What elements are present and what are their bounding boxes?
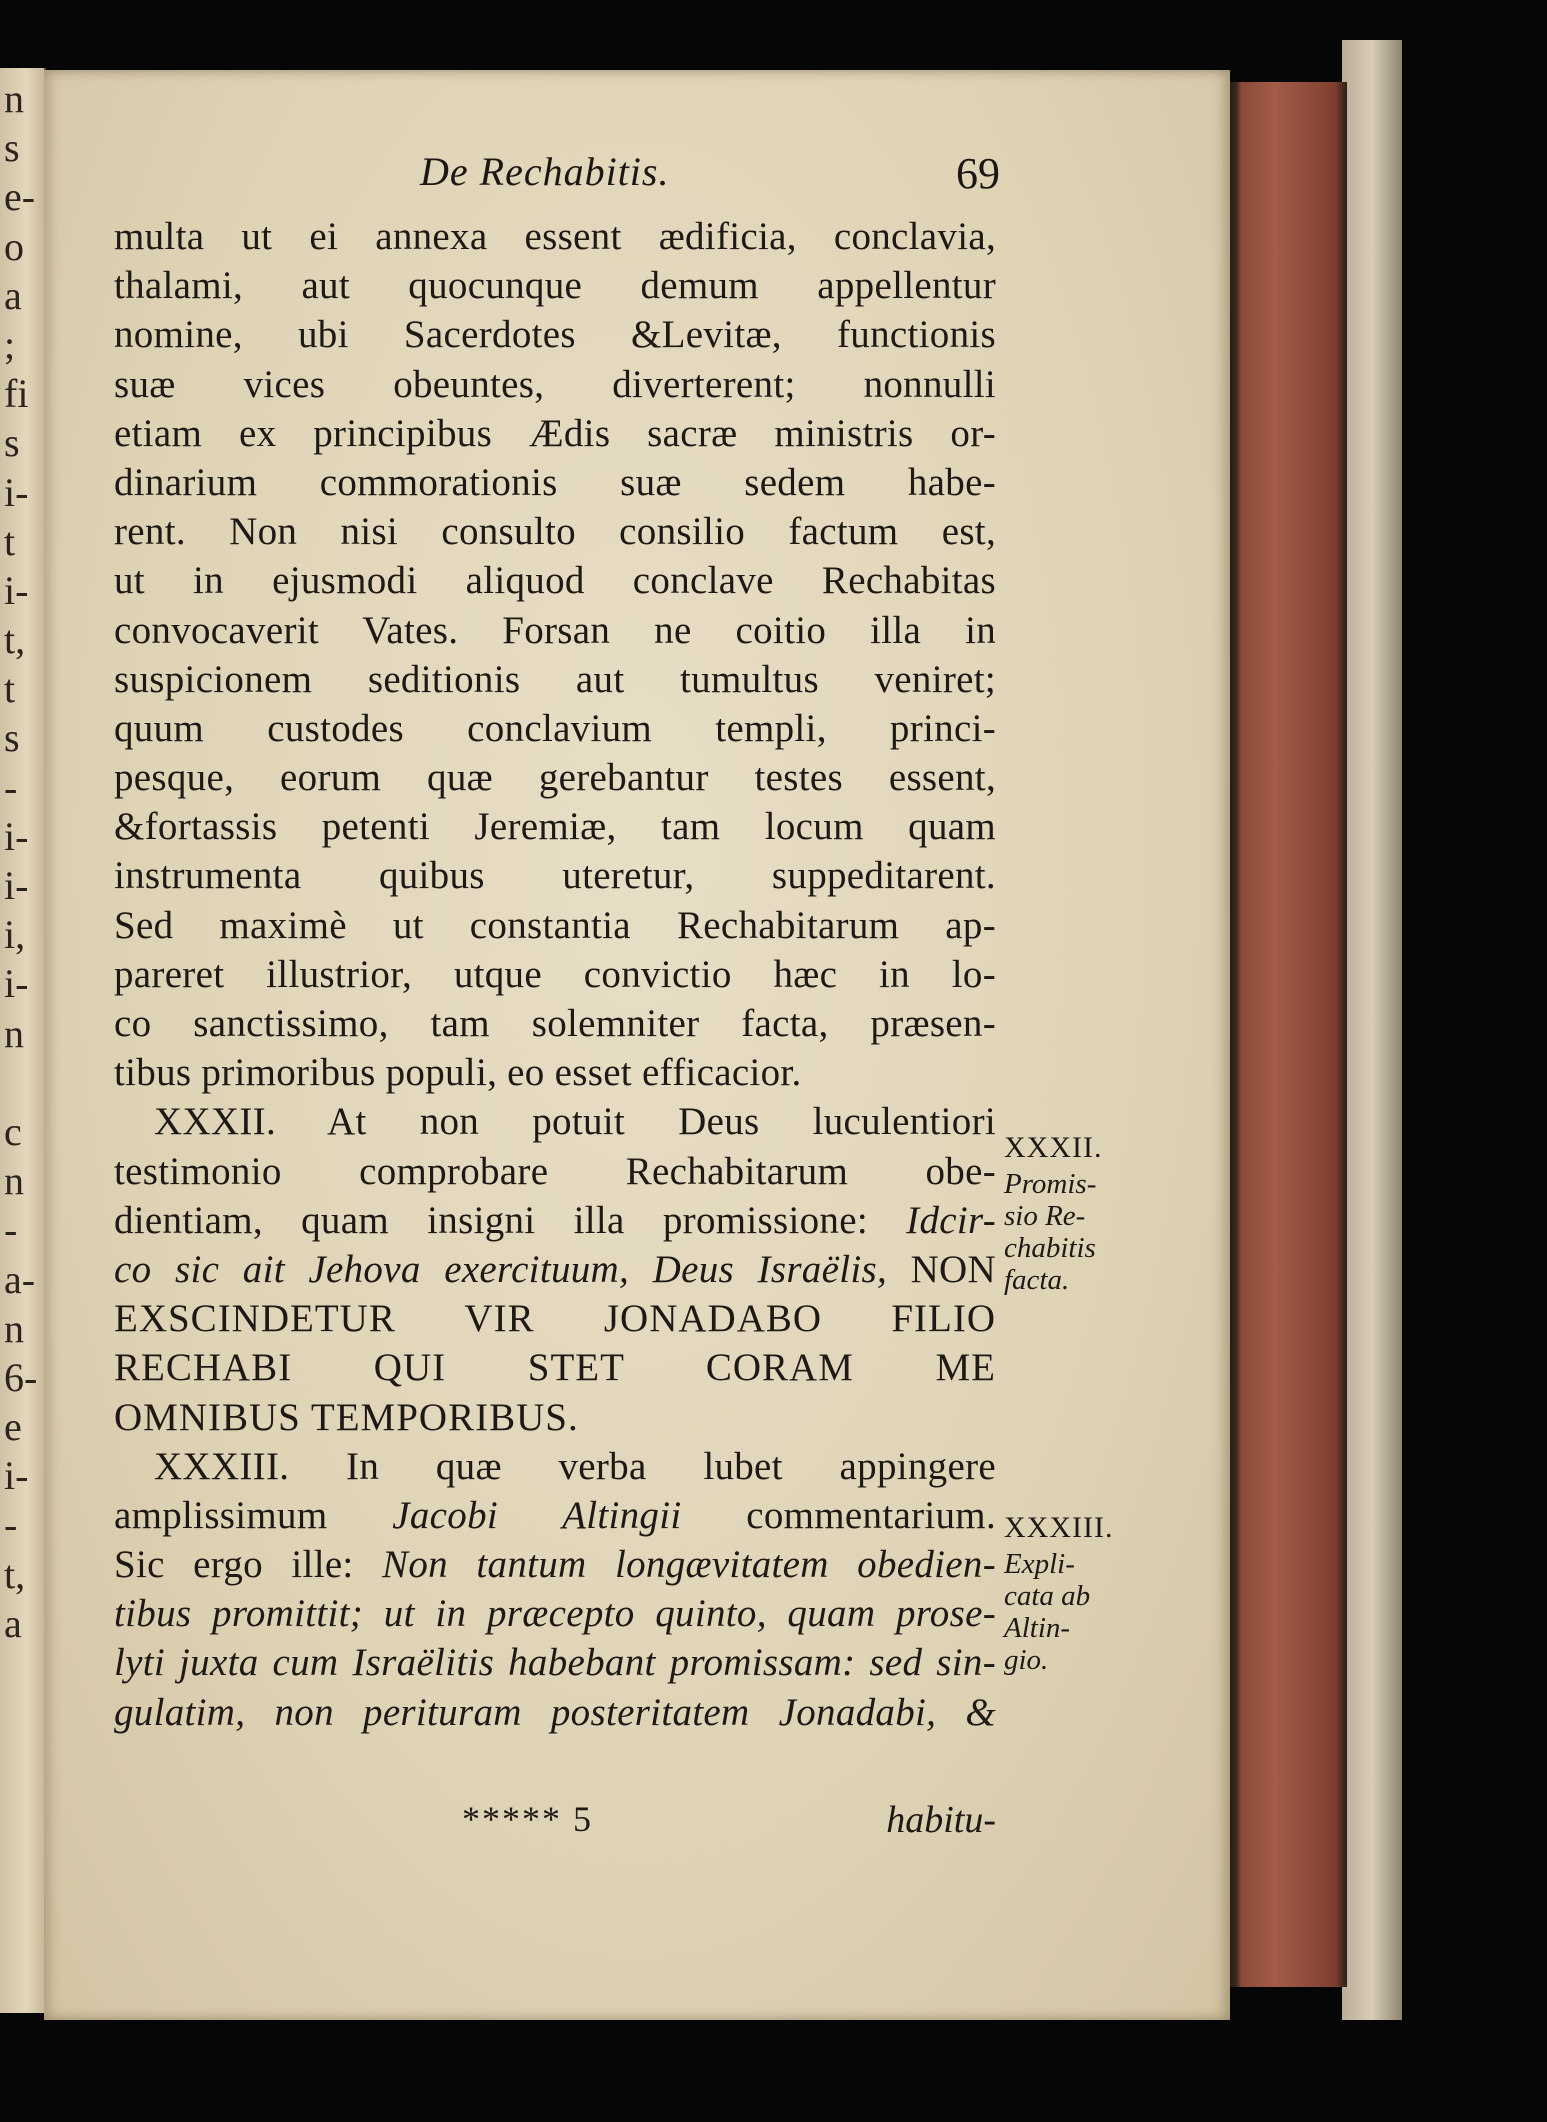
facing-line-end: i-	[4, 961, 29, 1007]
text-line: etiam ex principibus Ædis sacræ ministris or-	[114, 411, 996, 455]
text-line: thalami, aut quocunque demum appellentur	[114, 264, 996, 308]
text-line-caps: OMNIBUS TEMPORIBUS.	[114, 1395, 579, 1439]
text-line-caps: RECHABI QUI STET CORAM ME	[114, 1346, 996, 1390]
facing-line-end: e	[4, 1404, 22, 1450]
text-line: suspicionem seditionis aut tumultus veniret;	[114, 657, 996, 701]
text-line: dinarium commorationis suæ sedem habe-	[114, 460, 996, 504]
text-line: ut in ejusmodi aliquod conclave Rechabitas	[114, 559, 996, 603]
text-line: multa ut ei annexa essent ædificia, conclavia,	[114, 215, 996, 258]
text-line: convocaverit Vates. Forsan ne coitio illa in	[114, 608, 996, 652]
text-italic: Jacobi Altingii	[392, 1493, 682, 1537]
facing-line-end: s	[4, 125, 20, 171]
facing-line-end: n	[4, 1305, 24, 1351]
facing-page-fragment	[0, 68, 46, 2013]
marginal-line: Expli-	[1004, 1548, 1075, 1580]
text-roman: NON	[887, 1247, 996, 1291]
text-italic: Idcir-	[906, 1198, 996, 1242]
text-line: Sed maximè ut constantia Rechabitarum ap-	[114, 903, 996, 947]
facing-line-end: -	[4, 764, 18, 810]
text-line: testimonio comprobare Rechabitarum obe-	[114, 1149, 996, 1193]
facing-line-end: s	[4, 715, 20, 761]
catchword: habitu-	[886, 1799, 996, 1841]
paragraph-xxxiii	[114, 1442, 996, 1737]
text-line	[114, 1491, 996, 1540]
text-roman: commentarium.	[681, 1493, 996, 1537]
text-italic: co sic ait Jehova exercituum, Deus Israëlis,	[114, 1247, 888, 1291]
page-number: 69	[956, 149, 1000, 198]
text-line: pesque, eorum quæ gerebantur testes essent,	[114, 756, 996, 800]
marginal-note-xxxii	[1004, 1128, 1144, 1296]
facing-line-end: i-	[4, 863, 29, 908]
marginal-note-xxxiii	[1004, 1508, 1144, 1676]
text-line: suæ vices obeuntes, diverterent; nonnulli	[114, 362, 996, 406]
facing-line-end: n	[4, 1010, 24, 1056]
text-line: &fortassis petenti Jeremiæ, tam locum quam	[114, 805, 996, 849]
facing-line-end: o	[4, 223, 24, 269]
text-line: quum custodes conclavium templi, princi-	[114, 706, 996, 750]
facing-line-end: n	[4, 76, 24, 121]
facing-line-end: a	[4, 1600, 22, 1646]
marginal-number: XXXII.	[1004, 1131, 1103, 1164]
facing-line-end: i-	[4, 469, 29, 515]
facing-line-end	[4, 1058, 44, 1107]
facing-line-end: t	[4, 518, 16, 564]
paragraph-continuation	[114, 212, 996, 1097]
text-line: XXXIII. In quæ verba lubet appingere	[154, 1444, 996, 1488]
marginal-number: XXXIII.	[1004, 1511, 1114, 1544]
text-line: tibus primoribus populi, eo esset efficacior.	[114, 1051, 802, 1095]
page-footer	[114, 1798, 996, 1848]
facing-line-end: -	[4, 1207, 18, 1253]
paragraph-xxxii	[114, 1097, 996, 1441]
body-text	[114, 212, 996, 1737]
facing-line-end: t,	[4, 617, 26, 663]
text-line: rent. Non nisi consulto consilio factum est,	[114, 510, 996, 554]
marginal-line: facta.	[1004, 1264, 1070, 1296]
text-line-caps: EXSCINDETUR VIR JONADABO FILIO	[114, 1297, 996, 1341]
marginal-line: sio Re-	[1004, 1200, 1086, 1232]
marginal-line: cata ab	[1004, 1580, 1091, 1612]
facing-line-end: i-	[4, 813, 29, 859]
text-line	[114, 1540, 996, 1589]
marginal-line: Altin-	[1004, 1612, 1071, 1644]
text-italic: Non tantum longævitatem obedien-	[382, 1543, 996, 1587]
text-roman: dientiam, quam insigni illa promissione:	[114, 1198, 907, 1242]
text-line: pareret illustrior, utque convictio hæc in lo-	[114, 952, 996, 996]
facing-line-end: 6-	[4, 1354, 38, 1400]
facing-line-end: s	[4, 420, 20, 466]
text-line	[114, 1245, 996, 1294]
facing-line-end: a	[4, 272, 22, 318]
text-line: tibus promittit; ut in præcepto quinto, quam prose-	[114, 1592, 996, 1636]
facing-line-end: i,	[4, 912, 26, 958]
marginal-line: gio.	[1004, 1644, 1049, 1676]
text-line: instrumenta quibus uteretur, suppeditarent.	[114, 854, 996, 898]
facing-page-line-ends	[4, 74, 44, 1648]
facing-line-end: i-	[4, 567, 29, 613]
running-head: De Rechabitis.	[420, 149, 670, 194]
marginal-line: chabitis	[1004, 1232, 1096, 1264]
text-roman: Sic ergo ille:	[114, 1543, 383, 1587]
facing-line-end: c	[4, 1108, 22, 1154]
page-fore-edge	[1224, 82, 1347, 1987]
text-line: co sanctissimo, tam solemniter facta, præsen-	[114, 1002, 996, 1045]
page-header	[420, 148, 1000, 208]
signature-mark: ***** 5	[462, 1799, 593, 1839]
facing-line-end: t,	[4, 1551, 26, 1597]
facing-line-end: ;	[4, 321, 16, 367]
text-line: XXXII. At non potuit Deus luculentiori	[154, 1100, 996, 1144]
marginal-line: Promis-	[1004, 1168, 1097, 1200]
text-line: nomine, ubi Sacerdotes &Levitæ, functionis	[114, 313, 996, 357]
facing-line-end: n	[4, 1158, 24, 1204]
text-line: lyti juxta cum Israëlitis habebant promissam: sed sin-	[114, 1641, 996, 1685]
facing-line-end: -	[4, 1502, 18, 1548]
text-roman: amplissimum	[114, 1493, 393, 1537]
facing-line-end: a-	[4, 1256, 36, 1302]
book-cover-edge	[1342, 40, 1402, 2020]
facing-line-end: fi	[4, 371, 29, 417]
text-line	[114, 1196, 996, 1245]
facing-line-end: t	[4, 666, 16, 712]
text-line: gulatim, non perituram posteritatem Jonadabi, &	[114, 1690, 996, 1734]
facing-line-end: i-	[4, 1453, 29, 1499]
facing-line-end: e-	[4, 174, 36, 220]
